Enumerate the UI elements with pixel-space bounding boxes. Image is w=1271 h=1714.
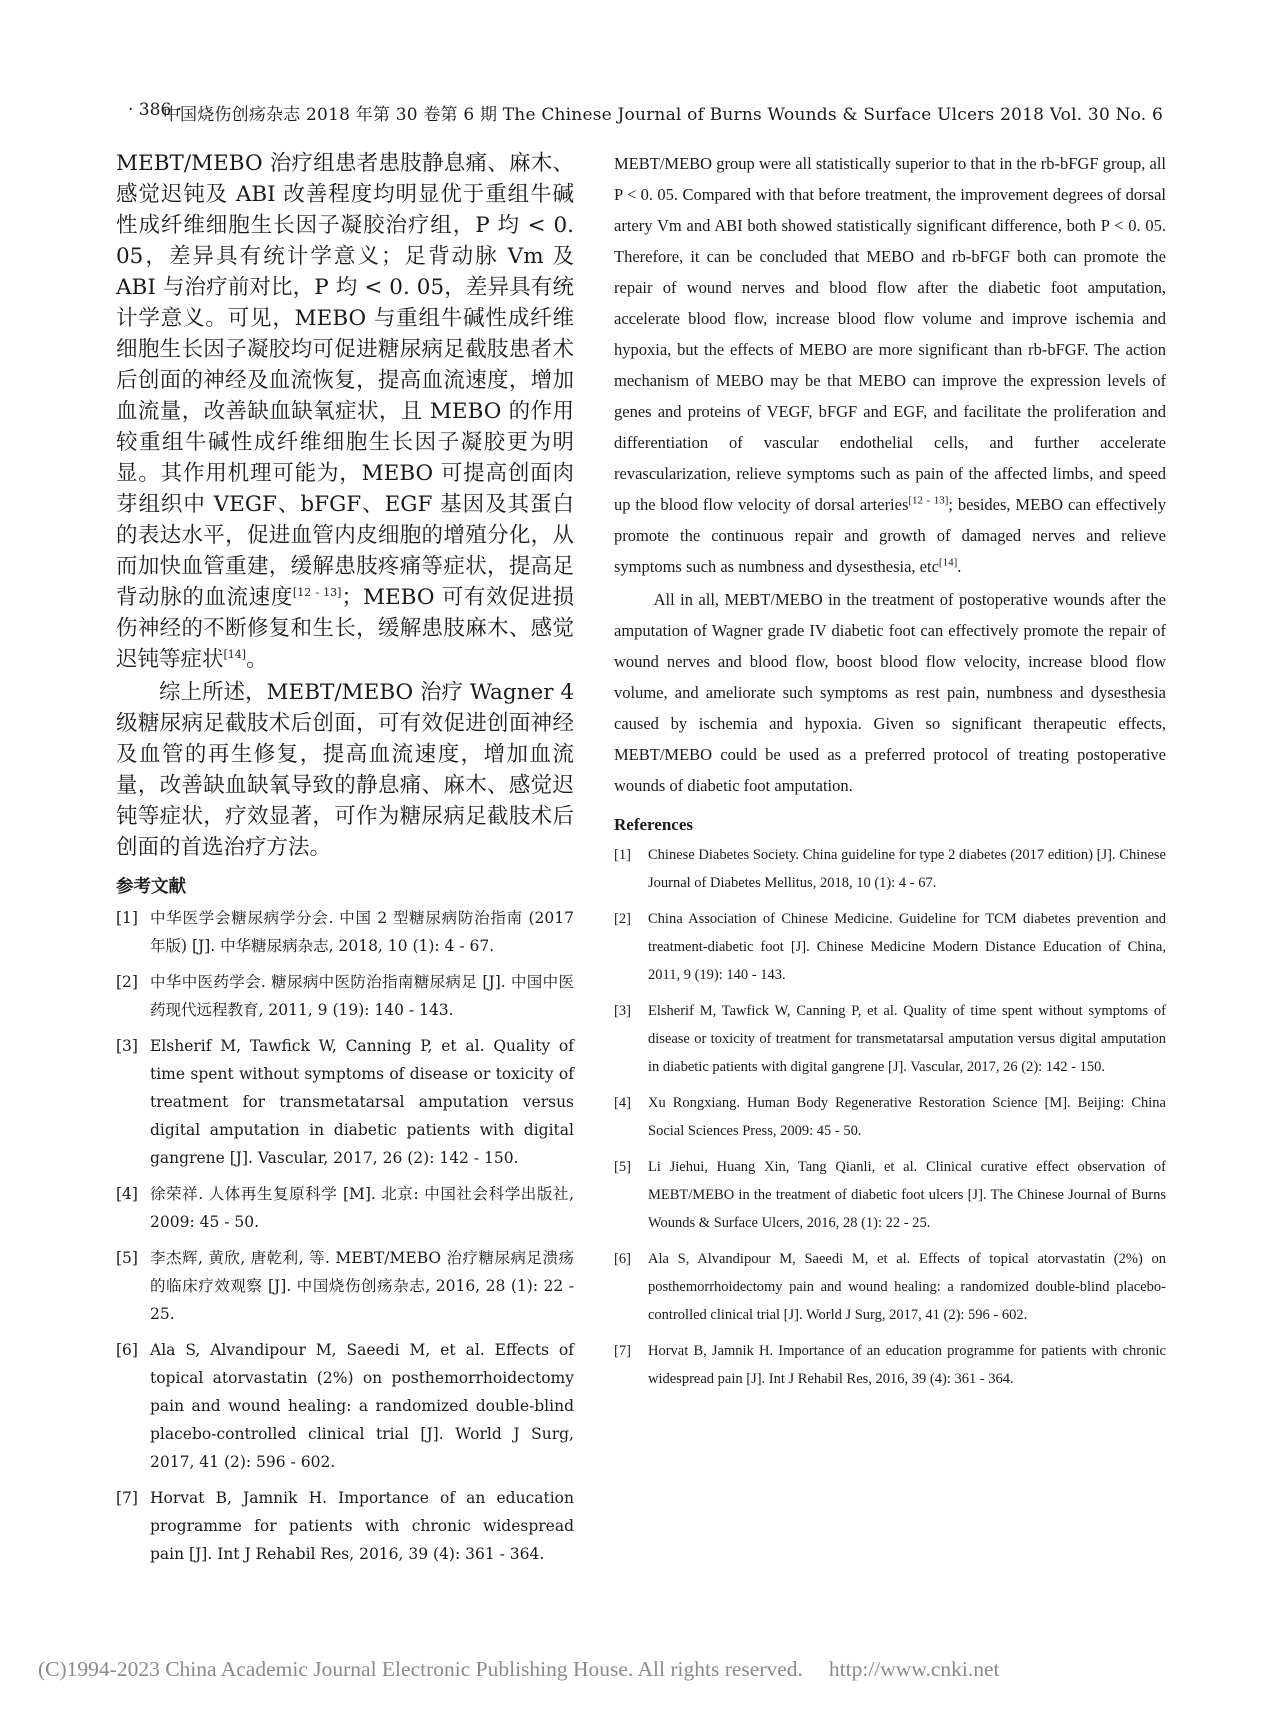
reference-text: 中华中医药学会. 糖尿病中医防治指南糖尿病足 [J]. 中国中医药现代远程教育, 2011, 9 (19): 140 - 143. [150, 973, 574, 1019]
en-citation[interactable]: [12 - 13] [908, 494, 949, 507]
reference-item [116, 1032, 574, 1172]
reference-number: [6] [116, 1341, 138, 1359]
zh-discussion-text: MEBT/MEBO 治疗组患者患肢静息痛、麻木、感觉迟钝及 ABI 改善程度均明显优于重组牛碱性成纤维细胞生长因子凝胶治疗组，P 均 < 0. 05，差异具有统计学意义；足背动脉 Vm 及 ABI 与治疗前对比，P 均 < 0. 05，差异具有统计学意义。可见，MEBO 与重组牛碱性成纤维细胞生长因子凝胶均可促进糖尿病足截肢患者术后创面的神经及血流恢复，提高血流速度，增加血流量，改善缺血缺氧症状，且 MEBO 的作用较重组牛碱性成纤维细胞生长因子凝胶更为明显。其作用机理可能为，MEBO 可提高创面肉芽组织中 VEGF、bFGF、EGF 基因及其蛋白的表达水平，促进血管内皮细胞的增殖分化，从而加快血管重建，缓解患肢疼痛等症状，提高足背动脉的血流速度 [116, 151, 574, 610]
en-references-heading: References [614, 815, 693, 834]
reference-text: Xu Rongxiang. Human Body Regenerative Restoration Science [M]. Beijing: China Social Sciences Press, 2009: 45 - 50. [648, 1095, 1166, 1139]
reference-number: [2] [614, 911, 631, 927]
reference-text: Horvat B, Jamnik H. Importance of an education programme for patients with chronic widespread pain [J]. Int J Rehabil Res, 2016, 39 (4): 361 - 364. [150, 1489, 574, 1563]
reference-text: Horvat B, Jamnik H. Importance of an education programme for patients with chronic widespread pain [J]. Int J Rehabil Res, 2016, 39 (4): 361 - 364. [648, 1343, 1166, 1387]
cnki-link[interactable]: http://www.cnki.net [828, 1657, 1000, 1681]
reference-number: [7] [116, 1489, 138, 1507]
chinese-column [116, 148, 574, 1576]
reference-item [116, 904, 574, 960]
reference-number: [7] [614, 1343, 631, 1359]
english-column [614, 148, 1166, 1401]
reference-text: 李杰辉, 黄欣, 唐乾利, 等. MEBT/MEBO 治疗糖尿病足溃疡的临床疗效观察 [J]. 中国烧伤创疡杂志, 2016, 28 (1): 22 - 25. [150, 1249, 574, 1323]
copyright-footer [38, 1657, 1000, 1682]
reference-item [614, 1089, 1166, 1145]
journal-running-title: 中国烧伤创疡杂志 2018 年第 30 卷第 6 期 The Chinese Journal of Burns Wounds & Surface Ulcers 2018 Vol. 30 No. 6 [162, 105, 1163, 125]
reference-number: [2] [116, 973, 138, 991]
reference-item [116, 968, 574, 1024]
reference-item [614, 1153, 1166, 1237]
reference-number: [3] [614, 1003, 631, 1019]
en-discussion-text: . [957, 557, 962, 576]
reference-item [614, 1245, 1166, 1329]
reference-text: 徐荣祥. 人体再生复原科学 [M]. 北京: 中国社会科学出版社, 2009: 45 - 50. [150, 1185, 574, 1231]
reference-item [116, 1336, 574, 1476]
zh-citation[interactable]: [12 - 13] [292, 585, 342, 599]
reference-item [614, 905, 1166, 989]
reference-text: Chinese Diabetes Society. China guideline for type 2 diabetes (2017 edition) [J]. Chinese Journal of Diabetes Mellitus, 2018, 10 (1): 4 - 67. [648, 847, 1166, 891]
reference-number: [5] [614, 1159, 631, 1175]
reference-number: [1] [116, 909, 138, 927]
en-discussion-paragraph [614, 148, 1166, 582]
zh-conclusion-paragraph: 综上所述，MEBT/MEBO 治疗 Wagner 4 级糖尿病足截肢术后创面，可有效促进创面神经及血管的再生修复，提高血流速度，增加血流量，改善缺血缺氧导致的静息痛、麻木、感觉迟钝等症状，疗效显著，可作为糖尿病足截肢术后创面的首选治疗方法。 [116, 680, 574, 860]
reference-text: Ala S, Alvandipour M, Saeedi M, et al. Effects of topical atorvastatin (2%) on posthemorrhoidectomy pain and wound healing: a randomized double-blind placebo-controlled clinical trial [J]. World J Surg, 2017, 41 (2): 596 - 602. [648, 1251, 1166, 1323]
reference-text: China Association of Chinese Medicine. Guideline for TCM diabetes prevention and treatment-diabetic foot [J]. Chinese Medicine Modern Distance Education of China, 2011, 9 (19): 140 - 143. [648, 911, 1166, 983]
en-discussion-text: MEBT/MEBO group were all statistically superior to that in the rb-bFGF group, all P < 0. 05. Compared with that before treatment, the improvement degrees of dorsal artery Vm and ABI both showed statistically significant difference, both P < 0. 05. Therefore, it can be concluded that MEBO and rb-bFGF both can promote the repair of wound nerves and blood flow after the diabetic foot amputation, accelerate blood flow, increase blood flow volume and improve ischemia and hypoxia, but the effects of MEBO are more significant than rb-bFGF. The action mechanism of MEBO may be that MEBO can improve the expression levels of genes and proteins of VEGF, bFGF and EGF, and facilitate the proliferation and differentiation of vascular endothelial cells, and further accelerate revascularization, relieve symptoms such as pain of the affected limbs, and speed up the blood flow velocity of dorsal arteries [614, 154, 1166, 514]
zh-references-heading: 参考文献 [116, 877, 186, 897]
zh-discussion-text: ；MEBO 可有效促进损伤神经的不断修复和生长，缓解患肢麻木、感觉迟钝等症状 [116, 585, 574, 672]
reference-number: [3] [116, 1037, 138, 1055]
en-citation[interactable]: [14] [938, 556, 958, 569]
reference-text: 中华医学会糖尿病学分会. 中国 2 型糖尿病防治指南 (2017 年版) [J]. 中华糖尿病杂志, 2018, 10 (1): 4 - 67. [150, 909, 574, 955]
reference-number: [4] [614, 1095, 631, 1111]
reference-text: Elsherif M, Tawfick W, Canning P, et al. Quality of time spent without symptoms of disease or toxicity of treatment for transmetatarsal amputation versus digital amputation in diabetic patients with digital gangrene [J]. Vascular, 2017, 26 (2): 142 - 150. [150, 1037, 574, 1167]
copyright-text: (C)1994-2023 China Academic Journal Electronic Publishing House. All rights reserved. [38, 1657, 803, 1681]
reference-item [614, 1337, 1166, 1393]
en-reference-list [614, 841, 1166, 1393]
zh-discussion-text: 。 [246, 647, 268, 672]
zh-reference-list [116, 904, 574, 1568]
page-number: · 386 · [128, 100, 183, 120]
zh-citation[interactable]: [14] [223, 647, 247, 661]
reference-number: [5] [116, 1249, 138, 1267]
reference-text: Li Jiehui, Huang Xin, Tang Qianli, et al. Clinical curative effect observation of MEBT/MEBO in the treatment of diabetic foot ulcers [J]. The Chinese Journal of Burns Wounds & Surface Ulcers, 2016, 28 (1): 22 - 25. [648, 1159, 1166, 1231]
en-discussion-text: ; besides, MEBO can effectively promote the continuous repair and growth of damaged nerves and relieve symptoms such as numbness and dysesthesia, etc [614, 495, 1166, 576]
reference-number: [1] [614, 847, 631, 863]
reference-item [116, 1484, 574, 1568]
reference-item [614, 841, 1166, 897]
reference-item [614, 997, 1166, 1081]
running-header [128, 100, 1163, 128]
reference-number: [4] [116, 1185, 138, 1203]
en-conclusion-paragraph: All in all, MEBT/MEBO in the treatment of postoperative wounds after the amputation of Wagner grade IV diabetic foot can effectively promote the repair of wound nerves and blood flow, boost blood flow velocity, increase blood flow volume, and ameliorate such symptoms as rest pain, numbness and dysesthesia caused by ischemia and hypoxia. Given so significant therapeutic effects, MEBT/MEBO could be used as a preferred protocol of treating postoperative wounds of diabetic foot amputation. [614, 590, 1166, 795]
reference-text: Elsherif M, Tawfick W, Canning P, et al. Quality of time spent without symptoms of disease or toxicity of treatment for transmetatarsal amputation versus digital amputation in diabetic patients with digital gangrene [J]. Vascular, 2017, 26 (2): 142 - 150. [648, 1003, 1166, 1075]
reference-item [116, 1180, 574, 1236]
reference-number: [6] [614, 1251, 631, 1267]
reference-text: Ala S, Alvandipour M, Saeedi M, et al. Effects of topical atorvastatin (2%) on posthemorrhoidectomy pain and wound healing: a randomized double-blind placebo-controlled clinical trial [J]. World J Surg, 2017, 41 (2): 596 - 602. [150, 1341, 574, 1471]
reference-item [116, 1244, 574, 1328]
zh-discussion-paragraph [116, 148, 574, 675]
